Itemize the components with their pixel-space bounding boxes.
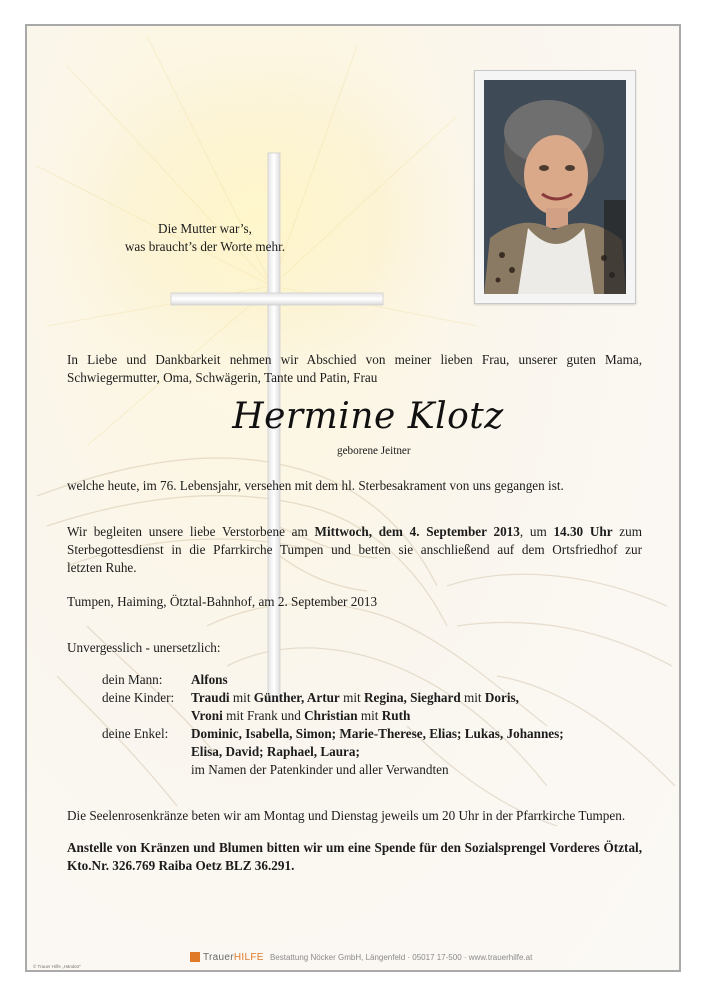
death-notice-card [25, 24, 681, 972]
deceased-name: Hermine Klotz [232, 396, 504, 437]
quote-line-1: Die Mutter war’s, [158, 221, 252, 236]
grandchildren-label: deine Enkel: [102, 726, 169, 741]
intro-line-1: In Liebe und Dankbarkeit nehmen wir Abschied von meiner lieben Frau, unserer guten Mama, [67, 352, 642, 367]
unforgettable-heading: Unvergesslich - unersetzlich: [67, 640, 221, 655]
image-credit: © Trauer Hilfe „Hände2“ [33, 964, 81, 969]
donation-line-2: Kto.Nr. 326.769 Raiba Oetz BLZ 36.291. [67, 858, 295, 873]
maiden-name: geborene Jeitner [337, 445, 411, 457]
children-label: deine Kinder: [102, 690, 175, 705]
children-line-2: Vroni mit Frank und Christian mit Ruth [191, 708, 411, 723]
funeral-line-2: Sterbegottesdienst in die Pfarrkirche Tumpen und betten sie anschließend auf dem Ortsfriedhof zur [67, 542, 642, 557]
death-notice: welche heute, im 76. Lebensjahr, versehen mit dem hl. Sterbesakrament von uns gegangen ist. [67, 478, 564, 493]
grandchildren-line-2: Elisa, David; Raphael, Laura; [191, 744, 360, 759]
children-line-1: Traudi mit Günther, Artur mit Regina, Sieghard mit Doris, [191, 690, 519, 705]
grandchildren-line-3: im Namen der Patenkinder und aller Verwandten [191, 762, 449, 777]
donation-line-1: Anstelle von Kränzen und Blumen bitten wir um eine Spende für den Sozialsprengel Vorderes Ötztal, [67, 840, 642, 855]
husband-name: Alfons [191, 672, 228, 687]
rosary-notice: Die Seelenrosenkränze beten wir am Montag und Dienstag jeweils um 20 Uhr in der Pfarrkirche Tumpen. [67, 808, 626, 823]
footer-info: Bestattung Nöcker GmbH, Längenfeld · 05017 17-500 · www.trauerhilfe.at [269, 953, 533, 962]
portrait-photo [484, 80, 626, 294]
portrait-frame [474, 70, 636, 304]
grandchildren-line-1: Dominic, Isabella, Simon; Marie-Therese, Elias; Lukas, Johannes; [191, 726, 564, 741]
intro-line-2: Schwiegermutter, Oma, Schwägerin, Tante und Patin, Frau [67, 370, 378, 385]
husband-label: dein Mann: [102, 672, 163, 687]
logo-wordmark: TrauerHILFE [203, 952, 264, 963]
place-date: Tumpen, Haiming, Ötztal-Bahnhof, am 2. September 2013 [67, 594, 378, 609]
footer-logo [190, 952, 690, 968]
trauerhilfe-logo-icon [190, 952, 200, 962]
funeral-line-1: Wir begleiten unsere liebe Verstorbene am Mittwoch, dem 4. September 2013, um 14.30 Uhr zum [67, 524, 642, 539]
quote-block [120, 220, 290, 255]
funeral-line-3: letzten Ruhe. [67, 560, 137, 575]
quote-line-2: was braucht’s der Worte mehr. [124, 238, 286, 254]
